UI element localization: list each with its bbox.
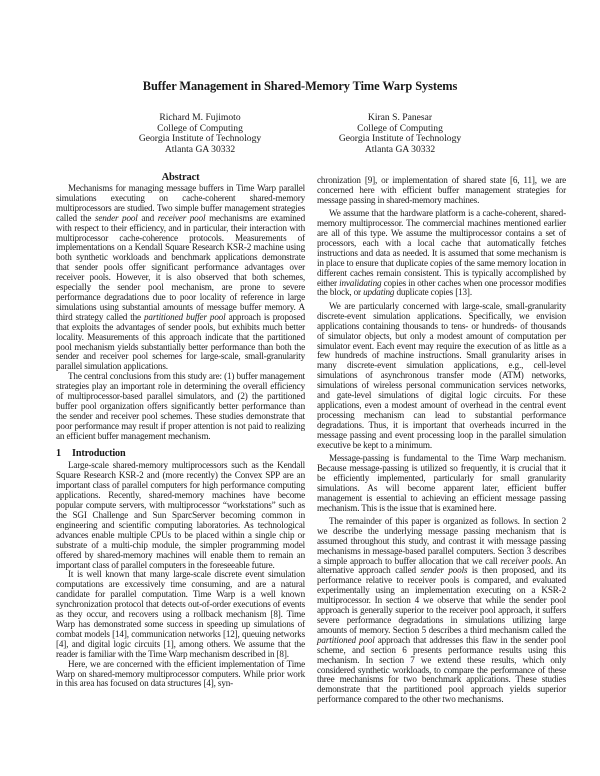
author-name: Kiran S. Panesar <box>367 112 433 123</box>
intro-paragraph-7: The remainder of this paper is organized as follows. In section 2 we describe the underlying message passing mechanism that is assumed throughout this study, and contrast it with message passing mechanisms in message-based parallel computers. Section 3 describes a simple approach to buffer allocation that we call receiver pools. An alternative approach called sender pools is then proposed, and its performance relative to receiver pools is compared, and evaluated experimentally using an implementation executing on a KSR-2 multiprocessor. In section 4 we observe that while the sender pool approach is generally superior to the receiver pool approach, it suffers severe performance degradations in simulations utilizing large amounts of memory. Section 5 describes a third mechanism called the partitioned pool approach that addresses this flaw in the sender pool scheme, and section 6 presents performance results using this mechanism. In section 7 we extend these results, which only considered synthetic workloads, to compare the performance of these three mechanisms for two benchmark applications. These studies demonstrate that the partitioned pool approach yields superior performance compared to the other two mechanisms. <box>317 515 566 705</box>
intro-paragraph-3-continued: chronization [9], or implementation of shared state [6, 11], we are concerned here with efficient buffer management strategies for message passing in shared-memory machines. <box>317 175 566 205</box>
intro-paragraph-2: It is well known that many large-scale discrete event simulation computations are excessively time consuming, and are a natural candidate for parallel computation. Time Warp is a well known synchronization protocol that detects out-of-order executions of events as they occur, and recovers using a rollback mechanism [8]. Time Warp has demonstrated some success in speeding up simulations of combat models [14], communication networks [12], queuing networks [4], and digital logic circuits [1], among others. We assume that the reader is familiar with the Time Warp mechanism described in [8]. <box>56 569 305 659</box>
author-dept: College of Computing <box>357 122 443 134</box>
section-title: Introduction <box>72 447 126 459</box>
author-name: Richard M. Fujimoto <box>159 112 241 123</box>
intro-paragraph-3: Here, we are concerned with the efficient implementation of Time Warp on shared-memory multiprocessor computers. While prior work in this area has focused on data structures [4], syn- <box>56 658 305 689</box>
right-column <box>317 176 566 705</box>
intro-paragraph-4: We assume that the hardware platform is a cache-coherent, shared-memory multiprocessor. The commercial machines mentioned earlier are all of this type. We assume the multiprocessor contains a set of processors, each with a local cache that automatically fetches instructions and data as needed. It is assumed that some mechanism is in place to ensure that duplicate copies of the same memory location in different caches remain consistent. This is typically accomplished by either invalidating copies in other caches when one processor modifies the block, or updating duplicate copies [13]. <box>317 208 566 298</box>
author-institution: Georgia Institute of Technology <box>338 133 462 145</box>
author-address: Atlanta GA 30332 <box>164 143 236 155</box>
author-address: Atlanta GA 30332 <box>364 143 436 155</box>
author-block-1 <box>100 113 300 155</box>
author-dept: College of Computing <box>157 122 243 134</box>
author-institution: Georgia Institute of Technology <box>138 133 262 145</box>
abstract-paragraph-2: The central conclusions from this study are: (1) buffer management strategies play an important role in determining the overall efficiency of multiprocessor-based parallel simulators, and (2) the partitioned buffer pool organization offers significantly better performance than the sender and receiver pool schemes. These studies demonstrate that poor performance may result if proper attention is not paid to realizing an efficient buffer management mechanism. <box>56 371 305 441</box>
intro-paragraph-6: Message-passing is fundamental to the Time Warp mechanism. Because message-passing is utilized so frequently, it is crucial that it be efficiently implemented, particularly for small granularity simulations. As will become apparent later, efficient buffer management is essential to achieving an efficient message passing mechanism. This is the issue that is examined here. <box>317 452 566 513</box>
paper-title: Buffer Management in Shared-Memory Time Warp Systems <box>142 79 458 93</box>
intro-paragraph-1: Large-scale shared-memory multiprocessors such as the Kendall Square Research KSR-2 and (more recently) the Convex SPP are an important class of parallel computers for high performance computing applications. Recently, shared-memory machines have become popular compute servers, with multiprocessor “workstations” such as the SGI Challenge and Sun SparcServer becoming common in engineering and scientific computing laboratories. As technological advances enable multiple CPUs to be placed within a single chip or substrate of a multi-chip module, the simpler programming model offered by shared-memory machines will enable them to remain an important class of parallel computers in the foreseeable future. <box>56 460 305 570</box>
abstract-heading: Abstract <box>161 172 200 183</box>
section-number: 1 <box>56 447 61 459</box>
author-block-2 <box>300 113 500 155</box>
abstract-paragraph-1: Mechanisms for managing message buffers in Time Warp parallel simulations executing on cache-coherent shared-memory multiprocessors are studied. Two simple buffer management strategies called the sender pool and receiver pool mechanisms are examined with respect to their efficiency, and in particular, their interaction with multiprocessor cache-coherence protocols. Measurements of implementations on a Kendall Square Research KSR-2 machine using both synthetic workloads and benchmark applications demonstrate that sender pools offer significant performance advantages over receiver pools. However, it is also observed that both schemes, especially the sender pool mechanism, are prone to severe performance degradations due to poor locality of reference in large simulations using substantial amounts of message buffer memory. A third strategy called the partitioned buffer pool approach is proposed that exploits the advantages of sender pools, but exhibits much better locality. Measurements of this approach indicate that the partitioned pool mechanism yields substantially better performance than both the sender and receiver pool schemes for large-scale, small-granularity parallel simulation applications. <box>56 183 306 372</box>
section-heading-introduction <box>56 449 305 459</box>
intro-paragraph-5: We are particularly concerned with large-scale, small-granularity discrete-event simulation applications. Specifically, we envision applications containing thousands to tens- or hundreds- of thousands of simulator objects, but only a modest amount of computation per simulator event. Each event may require the execution of as little as a few hundreds of machine instructions. Small granularity arises in many discrete-event simulation applications, e.g., cell-level simulations of asynchronous transfer mode (ATM) networks, simulations of wireless personal communication services networks, and gate-level simulations of digital logic circuits. For these applications, even a modest amount of overhead in the central event processing mechanism can lead to substantial performance degradations. Thus, it is important that overheads incurred in the message passing and event processing loop in the parallel simulation executive be kept to a minimum. <box>317 300 566 450</box>
left-column <box>56 172 305 689</box>
